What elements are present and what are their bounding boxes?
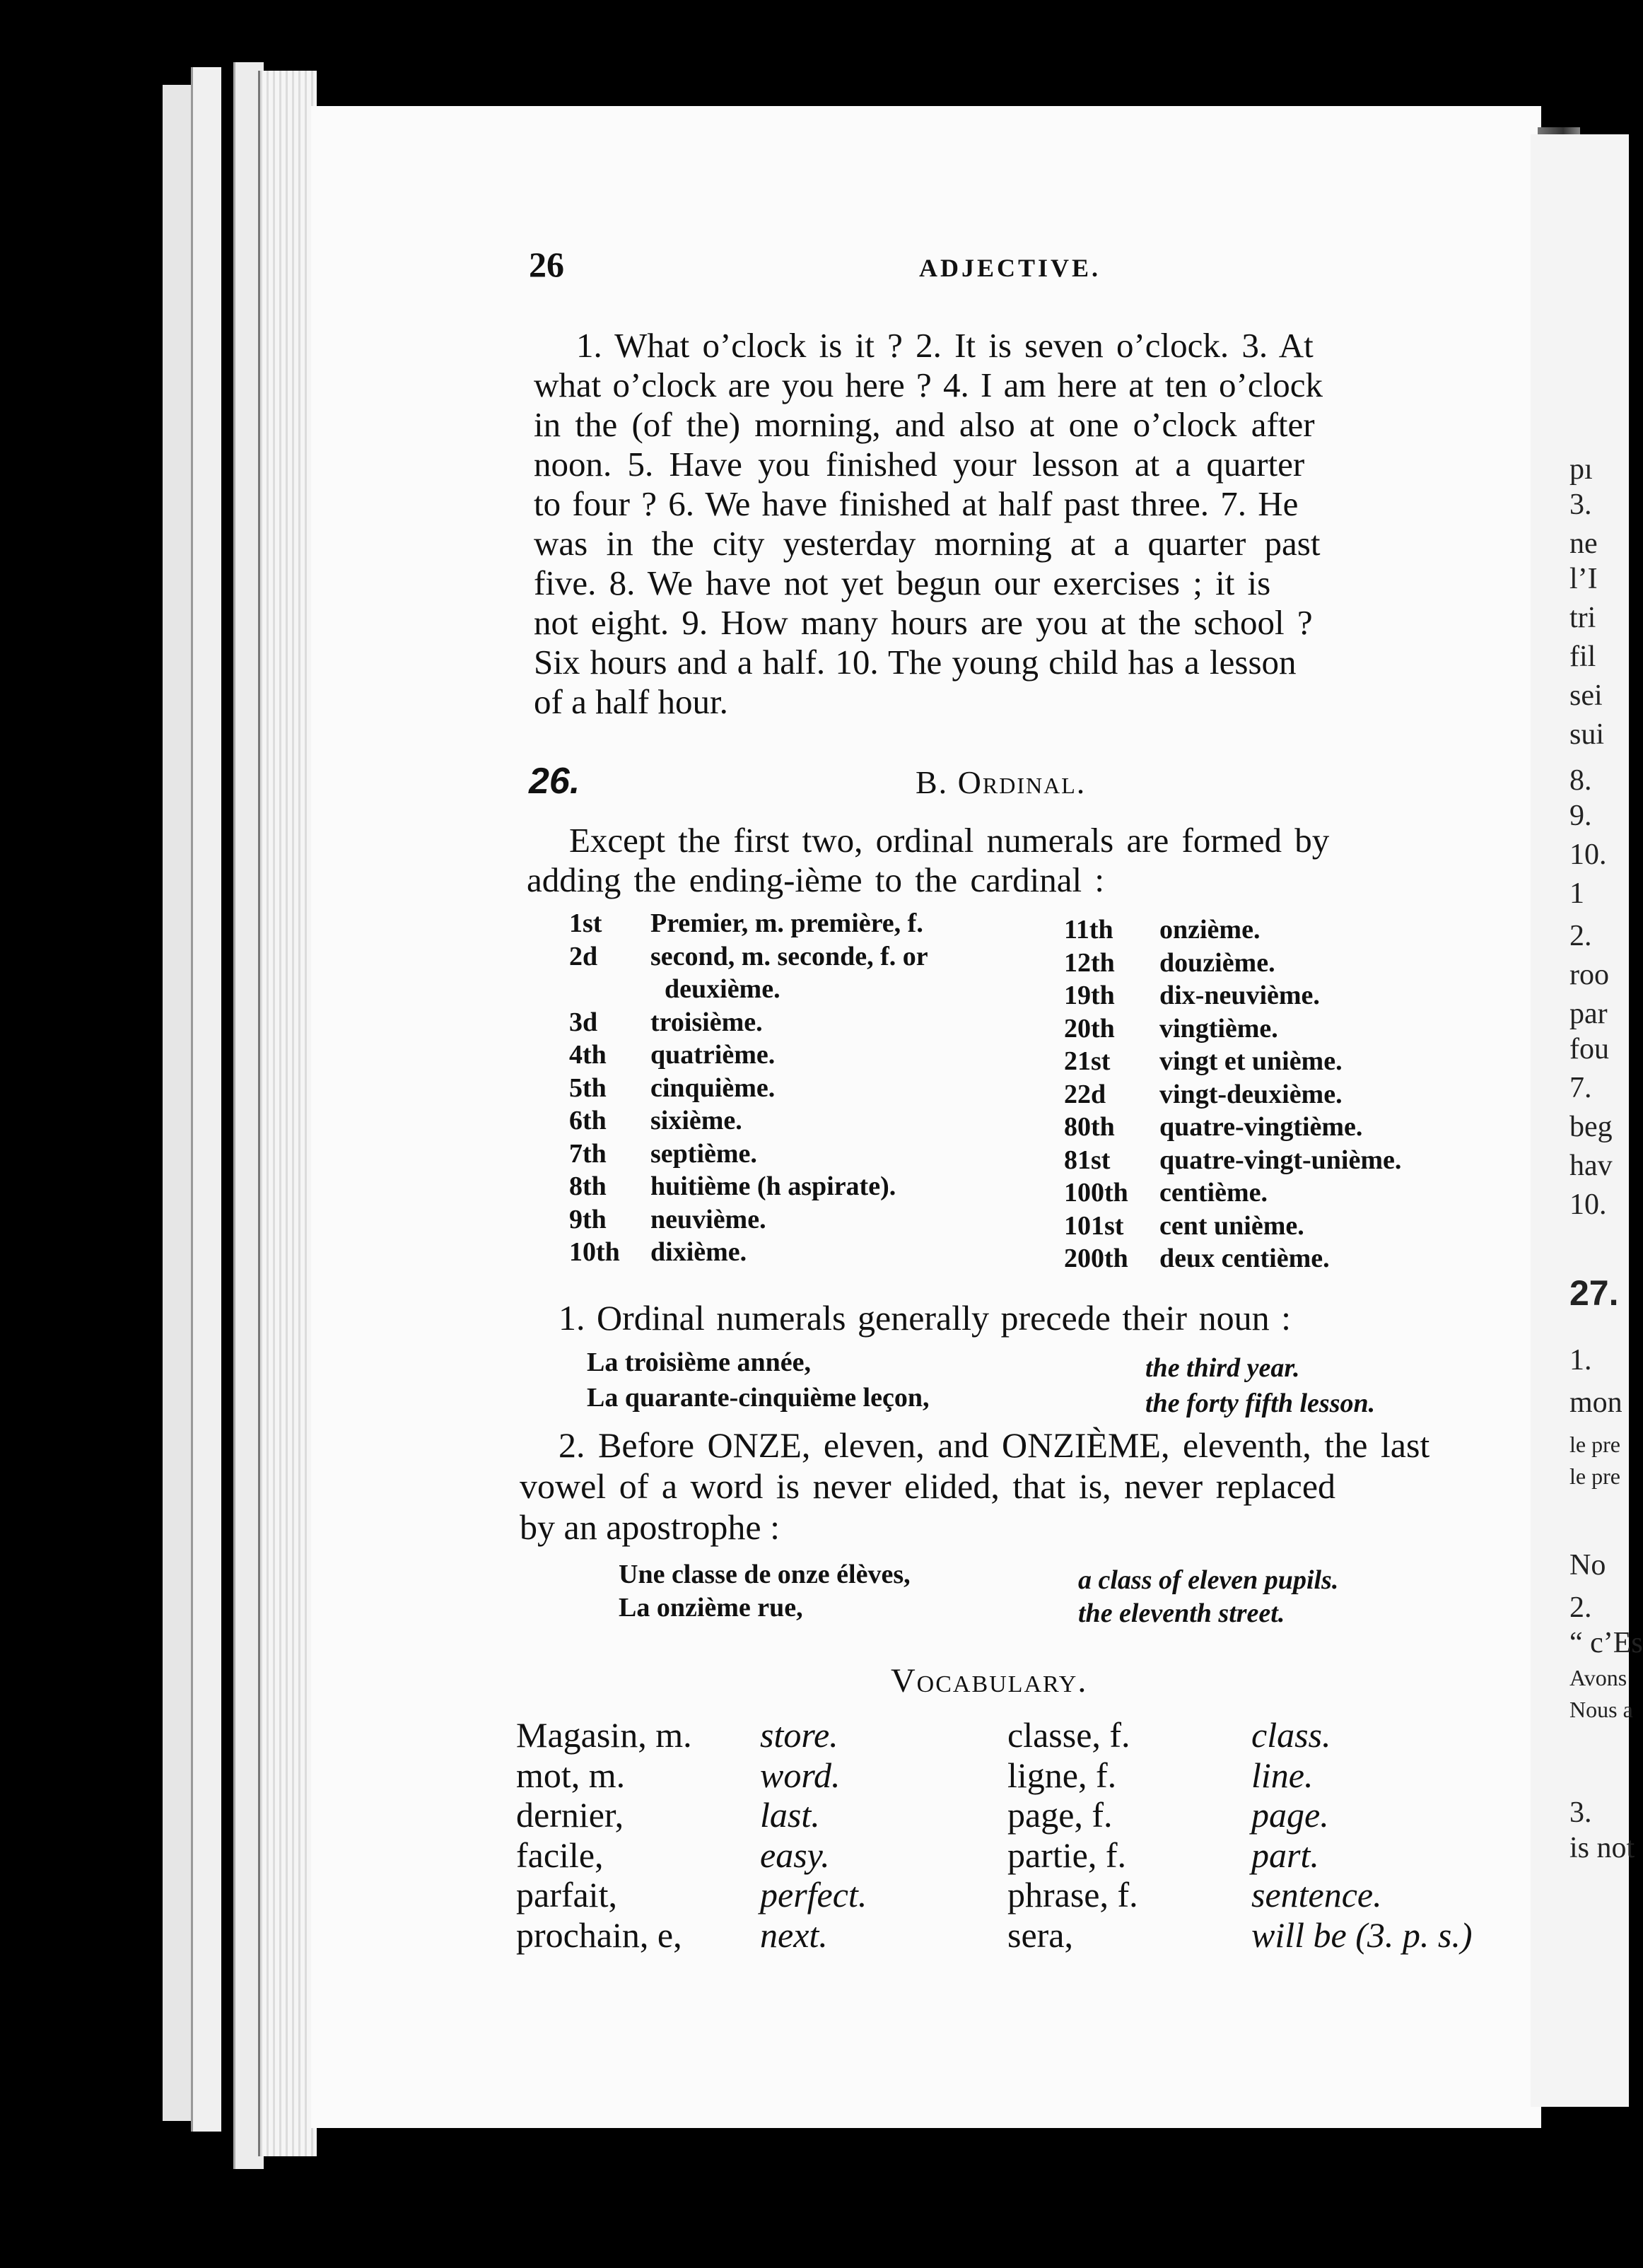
right-page-fragment-line: sei	[1569, 679, 1603, 712]
ordinal-word: troisième.	[650, 1007, 763, 1037]
ordinal-number: 8th	[569, 1171, 607, 1201]
rule-2-line: vowel of a word is never elided, that is, never replaced	[520, 1466, 1336, 1506]
vocabulary-french: dernier,	[516, 1795, 624, 1835]
vocabulary-french: classe, f.	[1007, 1715, 1130, 1755]
right-page-fragment-line: 9.	[1569, 800, 1592, 832]
vocabulary-english: page.	[1251, 1795, 1329, 1835]
right-page-fragment-line: 3.	[1569, 1796, 1592, 1829]
vocabulary-french: Magasin, m.	[516, 1715, 692, 1755]
vocabulary-english: sentence.	[1251, 1875, 1382, 1915]
ordinal-word: cent unième.	[1159, 1210, 1304, 1241]
right-page-fragment-line: 27.	[1569, 1273, 1619, 1313]
rule-1-text: 1. Ordinal numerals generally precede their noun :	[559, 1298, 1291, 1338]
rule-1-example-french: La troisième année,	[587, 1348, 811, 1377]
right-page-fragment-line: pı	[1569, 453, 1593, 486]
right-page-fragment-line: roo	[1569, 959, 1609, 991]
right-page-fragment-line: 10.	[1569, 1188, 1607, 1221]
vocabulary-english: part.	[1251, 1835, 1319, 1875]
right-page-fragment-line: 8.	[1569, 764, 1592, 797]
ordinal-word: cinquième.	[650, 1072, 776, 1103]
ordinal-word: huitième (h aspirate).	[650, 1171, 896, 1201]
ordinal-number: 6th	[569, 1106, 607, 1135]
ordinal-word: sixième.	[650, 1106, 742, 1135]
vocabulary-english: line.	[1251, 1755, 1314, 1795]
right-page-fragment-line: 3.	[1569, 489, 1592, 521]
ordinal-number: 5th	[569, 1072, 607, 1103]
ordinal-word: vingt-deuxième.	[1159, 1079, 1343, 1109]
vocabulary-french: partie, f.	[1007, 1835, 1126, 1875]
vocabulary-english: word.	[760, 1755, 841, 1795]
ordinal-word: Premier, m. première, f.	[650, 908, 923, 938]
rule-2-example-english: the eleventh street.	[1078, 1598, 1285, 1628]
ordinal-number: 2d	[569, 941, 598, 971]
right-page-fragment-line: mon	[1569, 1386, 1622, 1419]
ordinal-number: 3d	[569, 1007, 598, 1037]
right-page-fragment-line: hav	[1569, 1150, 1613, 1182]
section-intro-line: adding the ending-ième to the cardinal :	[527, 860, 1105, 899]
rule-2-line	[559, 1425, 1429, 1466]
right-page-fragment-line: 2.	[1569, 920, 1592, 952]
ordinal-number: 7th	[569, 1138, 607, 1169]
vocabulary-french: ligne, f.	[1007, 1755, 1117, 1795]
right-page-fragment-line: l’I	[1569, 563, 1598, 595]
ordinal-number: 4th	[569, 1040, 607, 1070]
exercise-line: five. 8. We have not yet begun our exercises ; it is	[534, 563, 1271, 602]
ordinal-word: quatre-vingt-unième.	[1159, 1145, 1402, 1175]
right-page-fragment-line: sui	[1569, 718, 1605, 751]
right-page-fragment-line: fil	[1569, 641, 1596, 673]
exercise-line: what o’clock are you here ? 4. I am here at ten o’clock	[534, 366, 1323, 404]
exercise-line: of a half hour.	[534, 682, 728, 721]
running-title: ADJECTIVE.	[919, 254, 1101, 282]
section-title: B. Ordinal.	[916, 764, 1087, 800]
exercise-line: to four ? 6. We have finished at half past three. 7. He	[534, 484, 1299, 523]
ordinal-number: 1st	[569, 908, 602, 938]
right-page-fragment-line: le pre	[1569, 1432, 1620, 1457]
ordinal-number: 101st	[1064, 1210, 1124, 1241]
ordinal-number: 200th	[1064, 1244, 1128, 1273]
ordinal-word: dix-neuvième.	[1159, 981, 1320, 1010]
right-page-fragment-line: 1.	[1569, 1344, 1592, 1376]
right-page-fragment-line: Avons	[1569, 1665, 1627, 1690]
exercise-line: Six hours and a half. 10. The young child has a lesson	[534, 643, 1297, 682]
vocabulary-english: easy.	[760, 1835, 830, 1875]
right-page-fragment-line: “ c’Es	[1569, 1627, 1643, 1659]
vocabulary-french: parfait,	[516, 1875, 617, 1915]
ordinal-word: vingt et unième.	[1159, 1046, 1343, 1076]
page-stack-edge	[163, 85, 191, 2121]
ordinal-word: vingtième.	[1159, 1013, 1278, 1044]
ordinal-word: second, m. seconde, f. or	[650, 941, 928, 971]
ordinal-number: 20th	[1064, 1013, 1115, 1044]
right-page-fragment-line: le pre	[1569, 1463, 1620, 1489]
ordinal-number: 12th	[1064, 947, 1115, 978]
right-page-fragment-line: is not	[1569, 1832, 1635, 1864]
rule-2-example-french: La onzième rue,	[619, 1593, 803, 1623]
rule-1-example-french: La quarante-cinquième leçon,	[587, 1383, 930, 1413]
exercise-line: not eight. 9. How many hours are you at the school ?	[534, 603, 1313, 642]
ordinal-number: 11th	[1064, 915, 1113, 945]
rule-2-line: by an apostrophe :	[520, 1507, 780, 1547]
exercise-line: was in the city yesterday morning at a quarter past	[534, 524, 1321, 563]
exercise-line: noon. 5. Have you finished your lesson at a quarter	[534, 445, 1305, 484]
vocabulary-french: phrase, f.	[1007, 1875, 1138, 1915]
right-page-fragment-line: tri	[1569, 602, 1596, 634]
ordinal-word: douzième.	[1159, 947, 1275, 978]
vocabulary-french: mot, m.	[516, 1755, 626, 1795]
right-page-fragment-line: 10.	[1569, 838, 1607, 871]
right-page-fragment-line: beg	[1569, 1111, 1613, 1143]
ordinal-word: quatrième.	[650, 1040, 776, 1070]
vocabulary-english: class.	[1251, 1715, 1331, 1755]
vocabulary-english: last.	[760, 1795, 820, 1835]
rule-1-example-english: the third year.	[1145, 1353, 1300, 1383]
vocabulary-english: store.	[760, 1715, 838, 1755]
vocabulary-english: will be (3. p. s.)	[1251, 1915, 1473, 1955]
ordinal-number: 9th	[569, 1204, 607, 1234]
right-page-fragment-line: 1	[1569, 877, 1584, 910]
right-page-fragment-line: ne	[1569, 527, 1598, 560]
vocabulary-english: next.	[760, 1915, 828, 1955]
ordinal-word: deux centième.	[1159, 1244, 1330, 1273]
ordinal-number: 80th	[1064, 1112, 1115, 1142]
ordinal-number: 81st	[1064, 1145, 1111, 1175]
ordinal-word: dixième.	[650, 1237, 747, 1267]
ordinal-number: 22d	[1064, 1079, 1106, 1109]
ordinal-word: quatre-vingtième.	[1159, 1112, 1363, 1142]
exercise-line: in the (of the) morning, and also at one o’clock after	[534, 405, 1315, 444]
rule-2-example-english: a class of eleven pupils.	[1078, 1565, 1339, 1595]
vocabulary-french: sera,	[1007, 1915, 1073, 1955]
ordinal-word: septième.	[650, 1138, 757, 1169]
page-number: 26	[529, 245, 564, 284]
page-stack-edge	[258, 71, 317, 2156]
section-number: 26.	[529, 761, 580, 802]
right-page-fragment-line: fou	[1569, 1033, 1609, 1065]
ordinal-number: 21st	[1064, 1046, 1111, 1076]
vocabulary-english: perfect.	[760, 1875, 867, 1915]
section-intro-line: Except the first two, ordinal numerals are formed by	[569, 821, 1330, 860]
ordinal-word: deuxième.	[665, 974, 780, 1004]
ordinal-number: 100th	[1064, 1178, 1128, 1208]
right-page-fragment-line: 2.	[1569, 1591, 1592, 1624]
ordinal-word: centième.	[1159, 1178, 1268, 1208]
ordinal-number: 10th	[569, 1237, 620, 1267]
rule-1-example-english: the forty fifth lesson.	[1145, 1389, 1376, 1418]
right-page-fragment-line: Nous a	[1569, 1697, 1633, 1722]
rule-2-example-french: Une classe de onze élèves,	[619, 1560, 911, 1589]
right-page-fragment-line: 7.	[1569, 1072, 1592, 1104]
right-page-fragment-line: No	[1569, 1549, 1606, 1582]
vocabulary-title: Vocabulary.	[891, 1662, 1088, 1700]
rule-2-line-text: 2. Before ONZE, eleven, and ONZIÈME, eleventh, the last	[559, 1425, 1430, 1465]
right-page-fragment-line: par	[1569, 998, 1608, 1030]
page-stack-edge	[191, 67, 221, 2132]
vocabulary-french: prochain, e,	[516, 1915, 682, 1955]
exercise-line: 1. What o’clock is it ? 2. It is seven o’clock. 3. At	[576, 326, 1314, 365]
ordinal-word: onzième.	[1159, 915, 1261, 945]
vocabulary-french: facile,	[516, 1835, 604, 1875]
ordinal-number: 19th	[1064, 981, 1115, 1010]
ordinal-word: neuvième.	[650, 1204, 766, 1234]
vocabulary-french: page, f.	[1007, 1795, 1113, 1835]
